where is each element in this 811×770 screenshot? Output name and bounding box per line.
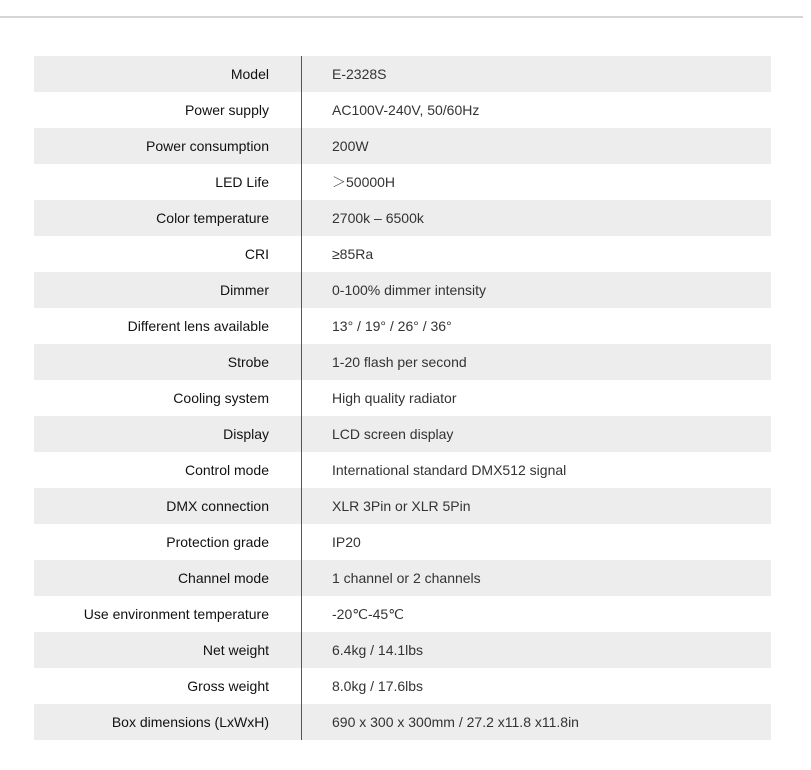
spec-label: Channel mode (177, 570, 269, 586)
spec-row-protection-grade (34, 524, 771, 560)
spec-label: CRI (244, 246, 269, 262)
spec-row-model (34, 56, 771, 92)
spec-value: 0-100% dimmer intensity (332, 282, 487, 298)
spec-value: LCD screen display (332, 426, 454, 442)
spec-row-cooling-system (34, 380, 771, 416)
spec-value: E-2328S (332, 66, 387, 82)
spec-row-net-weight (34, 632, 771, 668)
spec-row-display (34, 416, 771, 452)
spec-table (34, 56, 771, 740)
spec-value: ≥85Ra (332, 246, 374, 262)
spec-label: Gross weight (187, 678, 269, 694)
spec-value: 200W (332, 138, 369, 154)
spec-label: Display (223, 426, 269, 442)
spec-value: ＞50000H (332, 174, 396, 190)
spec-label: Different lens available (127, 318, 269, 334)
spec-label: Protection grade (166, 534, 269, 550)
spec-value: 8.0kg / 17.6lbs (332, 678, 424, 694)
spec-label: Color temperature (156, 210, 269, 226)
spec-value: 13° / 19° / 26° / 36° (332, 318, 452, 334)
spec-row-lens (34, 308, 771, 344)
spec-value: 690 x 300 x 300mm / 27.2 x11.8 x11.8in (332, 714, 579, 730)
spec-row-box-dimensions (34, 704, 771, 740)
spec-value: 1-20 flash per second (332, 354, 467, 370)
spec-row-power-supply (34, 92, 771, 128)
spec-row-channel-mode (34, 560, 771, 596)
spec-label: Power consumption (146, 138, 269, 154)
spec-label: LED Life (215, 174, 269, 190)
spec-label: DMX connection (166, 498, 269, 514)
spec-row-control-mode (34, 452, 771, 488)
spec-label: Control mode (184, 462, 269, 478)
spec-value: IP20 (332, 534, 361, 550)
spec-label: Cooling system (173, 390, 269, 406)
spec-row-led-life (34, 164, 771, 200)
spec-value: International standard DMX512 signal (332, 462, 567, 478)
spec-row-power-consumption (34, 128, 771, 164)
spec-value: 6.4kg / 14.1lbs (332, 642, 424, 658)
spec-label: Dimmer (220, 282, 269, 298)
spec-row-environment-temperature (34, 596, 771, 632)
spec-row-color-temperature (34, 200, 771, 236)
spec-row-gross-weight (34, 668, 771, 704)
spec-value: -20℃-45℃ (332, 605, 404, 622)
spec-label: Power supply (184, 102, 269, 118)
spec-row-cri (34, 236, 771, 272)
spec-label: Model (230, 66, 269, 82)
spec-label: Strobe (227, 354, 269, 370)
spec-label: Net weight (202, 642, 269, 658)
spec-value: 1 channel or 2 channels (332, 570, 481, 586)
spec-row-dmx-connection (34, 488, 771, 524)
spec-value: XLR 3Pin or XLR 5Pin (332, 498, 471, 514)
spec-value: AC100V-240V, 50/60Hz (332, 102, 480, 118)
column-divider (301, 56, 302, 740)
spec-value: High quality radiator (332, 390, 457, 406)
top-divider-line (0, 16, 803, 18)
spec-label: Box dimensions (LxWxH) (111, 714, 269, 730)
spec-row-strobe (34, 344, 771, 380)
spec-label: Use environment temperature (83, 606, 269, 622)
spec-row-dimmer (34, 272, 771, 308)
spec-value: 2700k – 6500k (332, 210, 424, 226)
